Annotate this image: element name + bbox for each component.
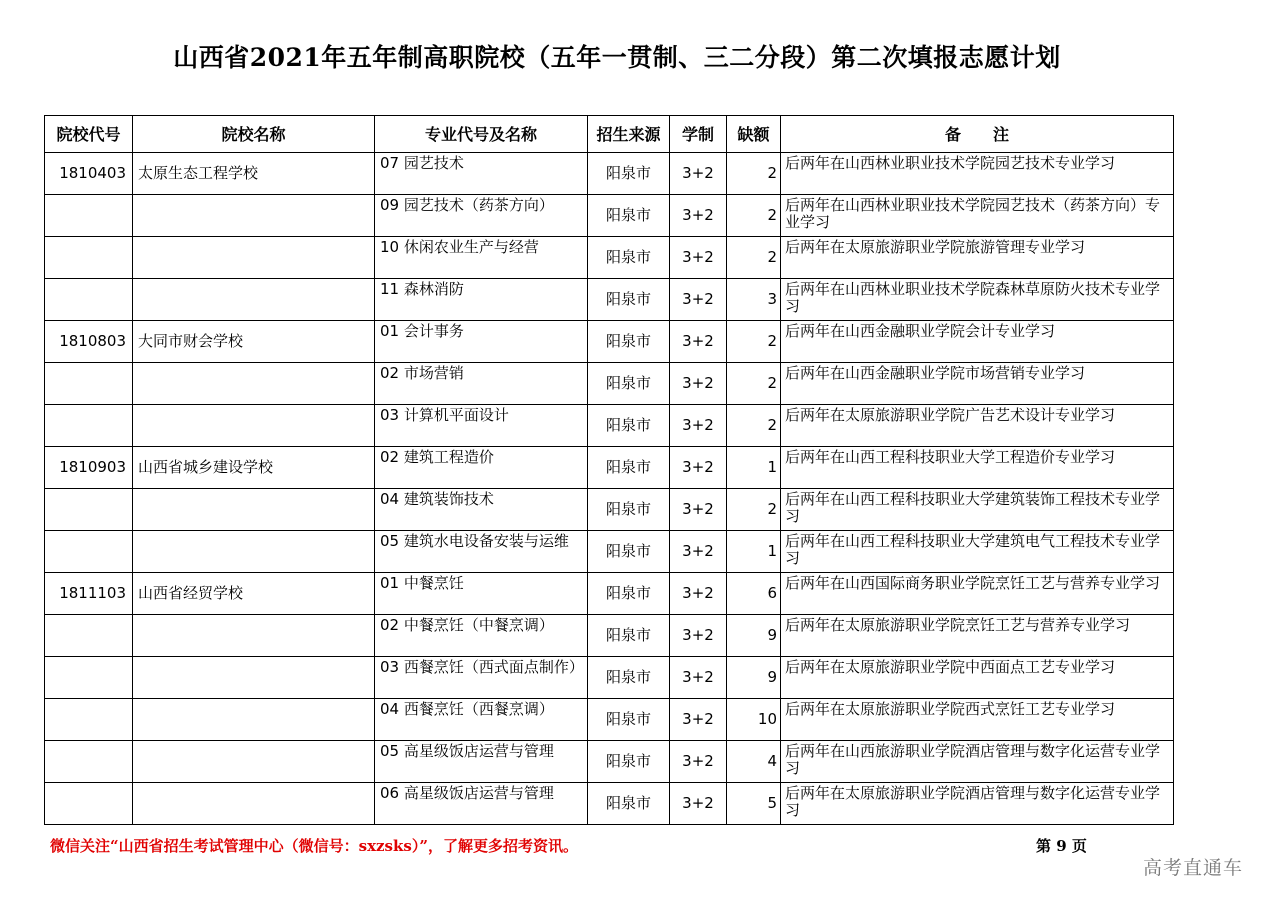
remark-cell: 后两年在山西工程科技职业大学建筑电气工程技术专业学习 — [781, 531, 1174, 573]
years-cell: 3+2 — [670, 699, 727, 741]
school-code-cell — [45, 405, 133, 447]
major-cell: 04 建筑装饰技术 — [375, 489, 588, 531]
source-cell: 阳泉市 — [588, 279, 670, 321]
school-name-cell — [133, 405, 375, 447]
years-cell: 3+2 — [670, 447, 727, 489]
source-cell: 阳泉市 — [588, 699, 670, 741]
major-cell: 03 西餐烹饪（西式面点制作） — [375, 657, 588, 699]
remark-cell: 后两年在太原旅游职业学院中西面点工艺专业学习 — [781, 657, 1174, 699]
school-name-cell — [133, 615, 375, 657]
quota-cell: 2 — [727, 153, 781, 195]
years-cell: 3+2 — [670, 195, 727, 237]
school-name-cell — [133, 363, 375, 405]
table-row — [45, 195, 1174, 237]
quota-cell: 2 — [727, 363, 781, 405]
school-name-cell — [133, 741, 375, 783]
years-cell: 3+2 — [670, 531, 727, 573]
years-cell: 3+2 — [670, 783, 727, 825]
table-row — [45, 531, 1174, 573]
remark-cell: 后两年在山西金融职业学院市场营销专业学习 — [781, 363, 1174, 405]
remark-cell: 后两年在山西工程科技职业大学建筑装饰工程技术专业学习 — [781, 489, 1174, 531]
major-cell: 09 园艺技术（药茶方向） — [375, 195, 588, 237]
remark-cell: 后两年在太原旅游职业学院烹饪工艺与营养专业学习 — [781, 615, 1174, 657]
quota-cell: 2 — [727, 405, 781, 447]
table-row — [45, 489, 1174, 531]
quota-cell: 10 — [727, 699, 781, 741]
school-name-cell — [133, 237, 375, 279]
school-code-cell — [45, 237, 133, 279]
school-code-cell — [45, 363, 133, 405]
school-code-cell — [45, 195, 133, 237]
plan-table — [44, 115, 1174, 825]
major-cell: 01 中餐烹饪 — [375, 573, 588, 615]
years-cell: 3+2 — [670, 615, 727, 657]
quota-cell: 9 — [727, 657, 781, 699]
school-name-cell — [133, 657, 375, 699]
years-cell: 3+2 — [670, 237, 727, 279]
header-quota: 缺额 — [727, 116, 781, 153]
table-row — [45, 573, 1174, 615]
quota-cell: 2 — [727, 195, 781, 237]
table-header-row — [45, 116, 1174, 153]
quota-cell: 6 — [727, 573, 781, 615]
table-row — [45, 447, 1174, 489]
school-name-cell: 大同市财会学校 — [133, 321, 375, 363]
table-row — [45, 363, 1174, 405]
school-name-cell: 山西省城乡建设学校 — [133, 447, 375, 489]
years-cell: 3+2 — [670, 405, 727, 447]
remark-cell: 后两年在山西工程科技职业大学工程造价专业学习 — [781, 447, 1174, 489]
major-cell: 04 西餐烹饪（西餐烹调） — [375, 699, 588, 741]
school-code-cell — [45, 489, 133, 531]
source-cell: 阳泉市 — [588, 237, 670, 279]
school-name-cell — [133, 699, 375, 741]
quota-cell: 2 — [727, 489, 781, 531]
school-name-cell — [133, 279, 375, 321]
remark-cell: 后两年在山西林业职业技术学院园艺技术（药茶方向）专业学习 — [781, 195, 1174, 237]
school-code-cell: 1810803 — [45, 321, 133, 363]
remark-cell: 后两年在太原旅游职业学院广告艺术设计专业学习 — [781, 405, 1174, 447]
header-remarks: 备 注 — [781, 116, 1174, 153]
remark-cell: 后两年在山西林业职业技术学院森林草原防火技术专业学习 — [781, 279, 1174, 321]
major-cell: 01 会计事务 — [375, 321, 588, 363]
school-code-cell — [45, 531, 133, 573]
source-cell: 阳泉市 — [588, 321, 670, 363]
school-name-cell — [133, 531, 375, 573]
remark-cell: 后两年在山西国际商务职业学院烹饪工艺与营养专业学习 — [781, 573, 1174, 615]
header-major: 专业代号及名称 — [375, 116, 588, 153]
school-code-cell: 1811103 — [45, 573, 133, 615]
header-source: 招生来源 — [588, 116, 670, 153]
school-name-cell: 太原生态工程学校 — [133, 153, 375, 195]
major-cell: 05 建筑水电设备安装与运维 — [375, 531, 588, 573]
major-cell: 05 高星级饭店运营与管理 — [375, 741, 588, 783]
header-school-code: 院校代号 — [45, 116, 133, 153]
table-row — [45, 657, 1174, 699]
table-row — [45, 615, 1174, 657]
quota-cell: 2 — [727, 237, 781, 279]
remark-cell: 后两年在山西金融职业学院会计专业学习 — [781, 321, 1174, 363]
source-cell: 阳泉市 — [588, 153, 670, 195]
years-cell: 3+2 — [670, 573, 727, 615]
school-name-cell — [133, 195, 375, 237]
major-cell: 02 市场营销 — [375, 363, 588, 405]
table-row — [45, 699, 1174, 741]
source-cell: 阳泉市 — [588, 195, 670, 237]
header-years: 学制 — [670, 116, 727, 153]
source-cell: 阳泉市 — [588, 447, 670, 489]
remark-cell: 后两年在山西林业职业技术学院园艺技术专业学习 — [781, 153, 1174, 195]
table-row — [45, 783, 1174, 825]
page-number: 第 9 页 — [1036, 837, 1087, 855]
major-cell: 02 中餐烹饪（中餐烹调） — [375, 615, 588, 657]
school-code-cell — [45, 699, 133, 741]
school-code-cell — [45, 783, 133, 825]
source-cell: 阳泉市 — [588, 657, 670, 699]
table-row — [45, 321, 1174, 363]
table-row — [45, 405, 1174, 447]
quota-cell: 1 — [727, 447, 781, 489]
school-code-cell — [45, 741, 133, 783]
major-cell: 02 建筑工程造价 — [375, 447, 588, 489]
years-cell: 3+2 — [670, 489, 727, 531]
table-row — [45, 237, 1174, 279]
source-cell: 阳泉市 — [588, 531, 670, 573]
source-cell: 阳泉市 — [588, 489, 670, 531]
footer-wechat-note: 微信关注“山西省招生考试管理中心（微信号：sxzsks）”，了解更多招考资讯。 — [50, 837, 578, 855]
source-cell: 阳泉市 — [588, 615, 670, 657]
source-cell: 阳泉市 — [588, 741, 670, 783]
school-code-cell — [45, 279, 133, 321]
source-cell: 阳泉市 — [588, 405, 670, 447]
page-title: 山西省2021年五年制高职院校（五年一贯制、三二分段）第二次填报志愿计划 — [173, 43, 1061, 72]
years-cell: 3+2 — [670, 741, 727, 783]
remark-cell: 后两年在山西旅游职业学院酒店管理与数字化运营专业学习 — [781, 741, 1174, 783]
major-cell: 06 高星级饭店运营与管理 — [375, 783, 588, 825]
years-cell: 3+2 — [670, 363, 727, 405]
major-cell: 03 计算机平面设计 — [375, 405, 588, 447]
quota-cell: 3 — [727, 279, 781, 321]
table-row — [45, 279, 1174, 321]
source-cell: 阳泉市 — [588, 363, 670, 405]
table-row — [45, 153, 1174, 195]
source-cell: 阳泉市 — [588, 783, 670, 825]
years-cell: 3+2 — [670, 153, 727, 195]
watermark: 高考直通车 — [1143, 857, 1244, 879]
source-cell: 阳泉市 — [588, 573, 670, 615]
major-cell: 07 园艺技术 — [375, 153, 588, 195]
quota-cell: 2 — [727, 321, 781, 363]
years-cell: 3+2 — [670, 321, 727, 363]
school-name-cell — [133, 783, 375, 825]
school-code-cell: 1810903 — [45, 447, 133, 489]
quota-cell: 1 — [727, 531, 781, 573]
header-school-name: 院校名称 — [133, 116, 375, 153]
school-code-cell: 1810403 — [45, 153, 133, 195]
major-cell: 11 森林消防 — [375, 279, 588, 321]
quota-cell: 4 — [727, 741, 781, 783]
quota-cell: 9 — [727, 615, 781, 657]
school-name-cell — [133, 489, 375, 531]
school-code-cell — [45, 615, 133, 657]
remark-cell: 后两年在太原旅游职业学院旅游管理专业学习 — [781, 237, 1174, 279]
school-name-cell: 山西省经贸学校 — [133, 573, 375, 615]
years-cell: 3+2 — [670, 657, 727, 699]
remark-cell: 后两年在太原旅游职业学院西式烹饪工艺专业学习 — [781, 699, 1174, 741]
school-code-cell — [45, 657, 133, 699]
major-cell: 10 休闲农业生产与经营 — [375, 237, 588, 279]
quota-cell: 5 — [727, 783, 781, 825]
years-cell: 3+2 — [670, 279, 727, 321]
table-row — [45, 741, 1174, 783]
remark-cell: 后两年在太原旅游职业学院酒店管理与数字化运营专业学习 — [781, 783, 1174, 825]
